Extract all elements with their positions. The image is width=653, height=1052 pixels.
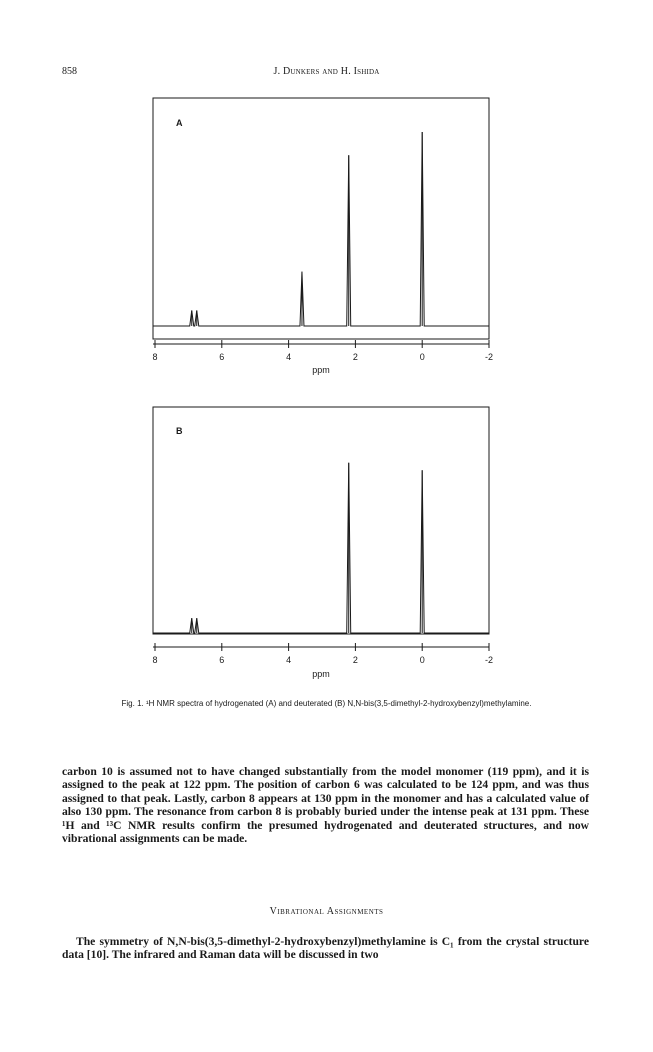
panel-b-peaks: [192, 463, 422, 633]
x-tick-label: -2: [484, 352, 494, 362]
page-number: 858: [62, 66, 77, 77]
panel-b-frame: [153, 407, 489, 634]
panel-a-ticks: [152, 340, 493, 362]
panel-b-trace: [153, 463, 489, 633]
section-heading: Vibrational Assignments: [269, 906, 384, 917]
body-paragraph: The symmetry of N,N-bis(3,5-dimethyl-2-hydroxybenzyl)methylamine is C₁ from the crystal structure data [10]. The infrared and Raman data will be discussed in two: [62, 935, 589, 962]
x-tick-label: 8: [152, 352, 158, 362]
x-tick-label: -2: [484, 655, 494, 665]
panel-b-xlabel: ppm: [312, 669, 330, 679]
x-tick-label: 6: [219, 352, 225, 362]
panel-b-ticks: [152, 643, 493, 665]
panel-a-xlabel: ppm: [312, 365, 330, 375]
x-tick-label: 0: [419, 352, 425, 362]
panel-a-peaks: [192, 132, 422, 326]
x-tick-label: 4: [286, 655, 292, 665]
x-tick-label: 8: [152, 655, 158, 665]
x-tick-label: 2: [352, 655, 358, 665]
panel-a-frame: [153, 98, 489, 339]
figure-caption: Fig. 1. ¹H NMR spectra of hydrogenated (A) and deuterated (B) N,N-bis(3,5-dimethyl-2-hydroxybenzyl)methylamine.: [121, 699, 532, 708]
x-tick-label: 4: [286, 352, 292, 362]
spectrum-panel-a: [152, 98, 493, 375]
running-head: J. Dunkers and H. Ishida: [273, 66, 380, 77]
x-tick-label: 6: [219, 655, 225, 665]
panel-a-trace: [153, 132, 489, 326]
x-tick-label: 0: [419, 655, 425, 665]
spectrum-panel-b: [152, 407, 493, 679]
panel-a-label: A: [176, 118, 183, 128]
x-tick-label: 2: [352, 352, 358, 362]
body-paragraph: carbon 10 is assumed not to have changed substantially from the model monomer (119 ppm), and it is assigned to the peak at 122 ppm. The position of carbon 6 was calculated to be 124 ppm, and was thus assigned to that peak. Lastly, carbon 8 appears at 130 ppm in the monomer and has a calculated value of also 130 ppm. The resonance from carbon 8 is probably buried under the intense peak at 131 ppm. These ¹H and ¹³C NMR results confirm the presumed hydrogenated and deuterated structures, and now vibrational assignments can be made.: [62, 765, 589, 846]
panel-b-label: B: [176, 426, 183, 436]
